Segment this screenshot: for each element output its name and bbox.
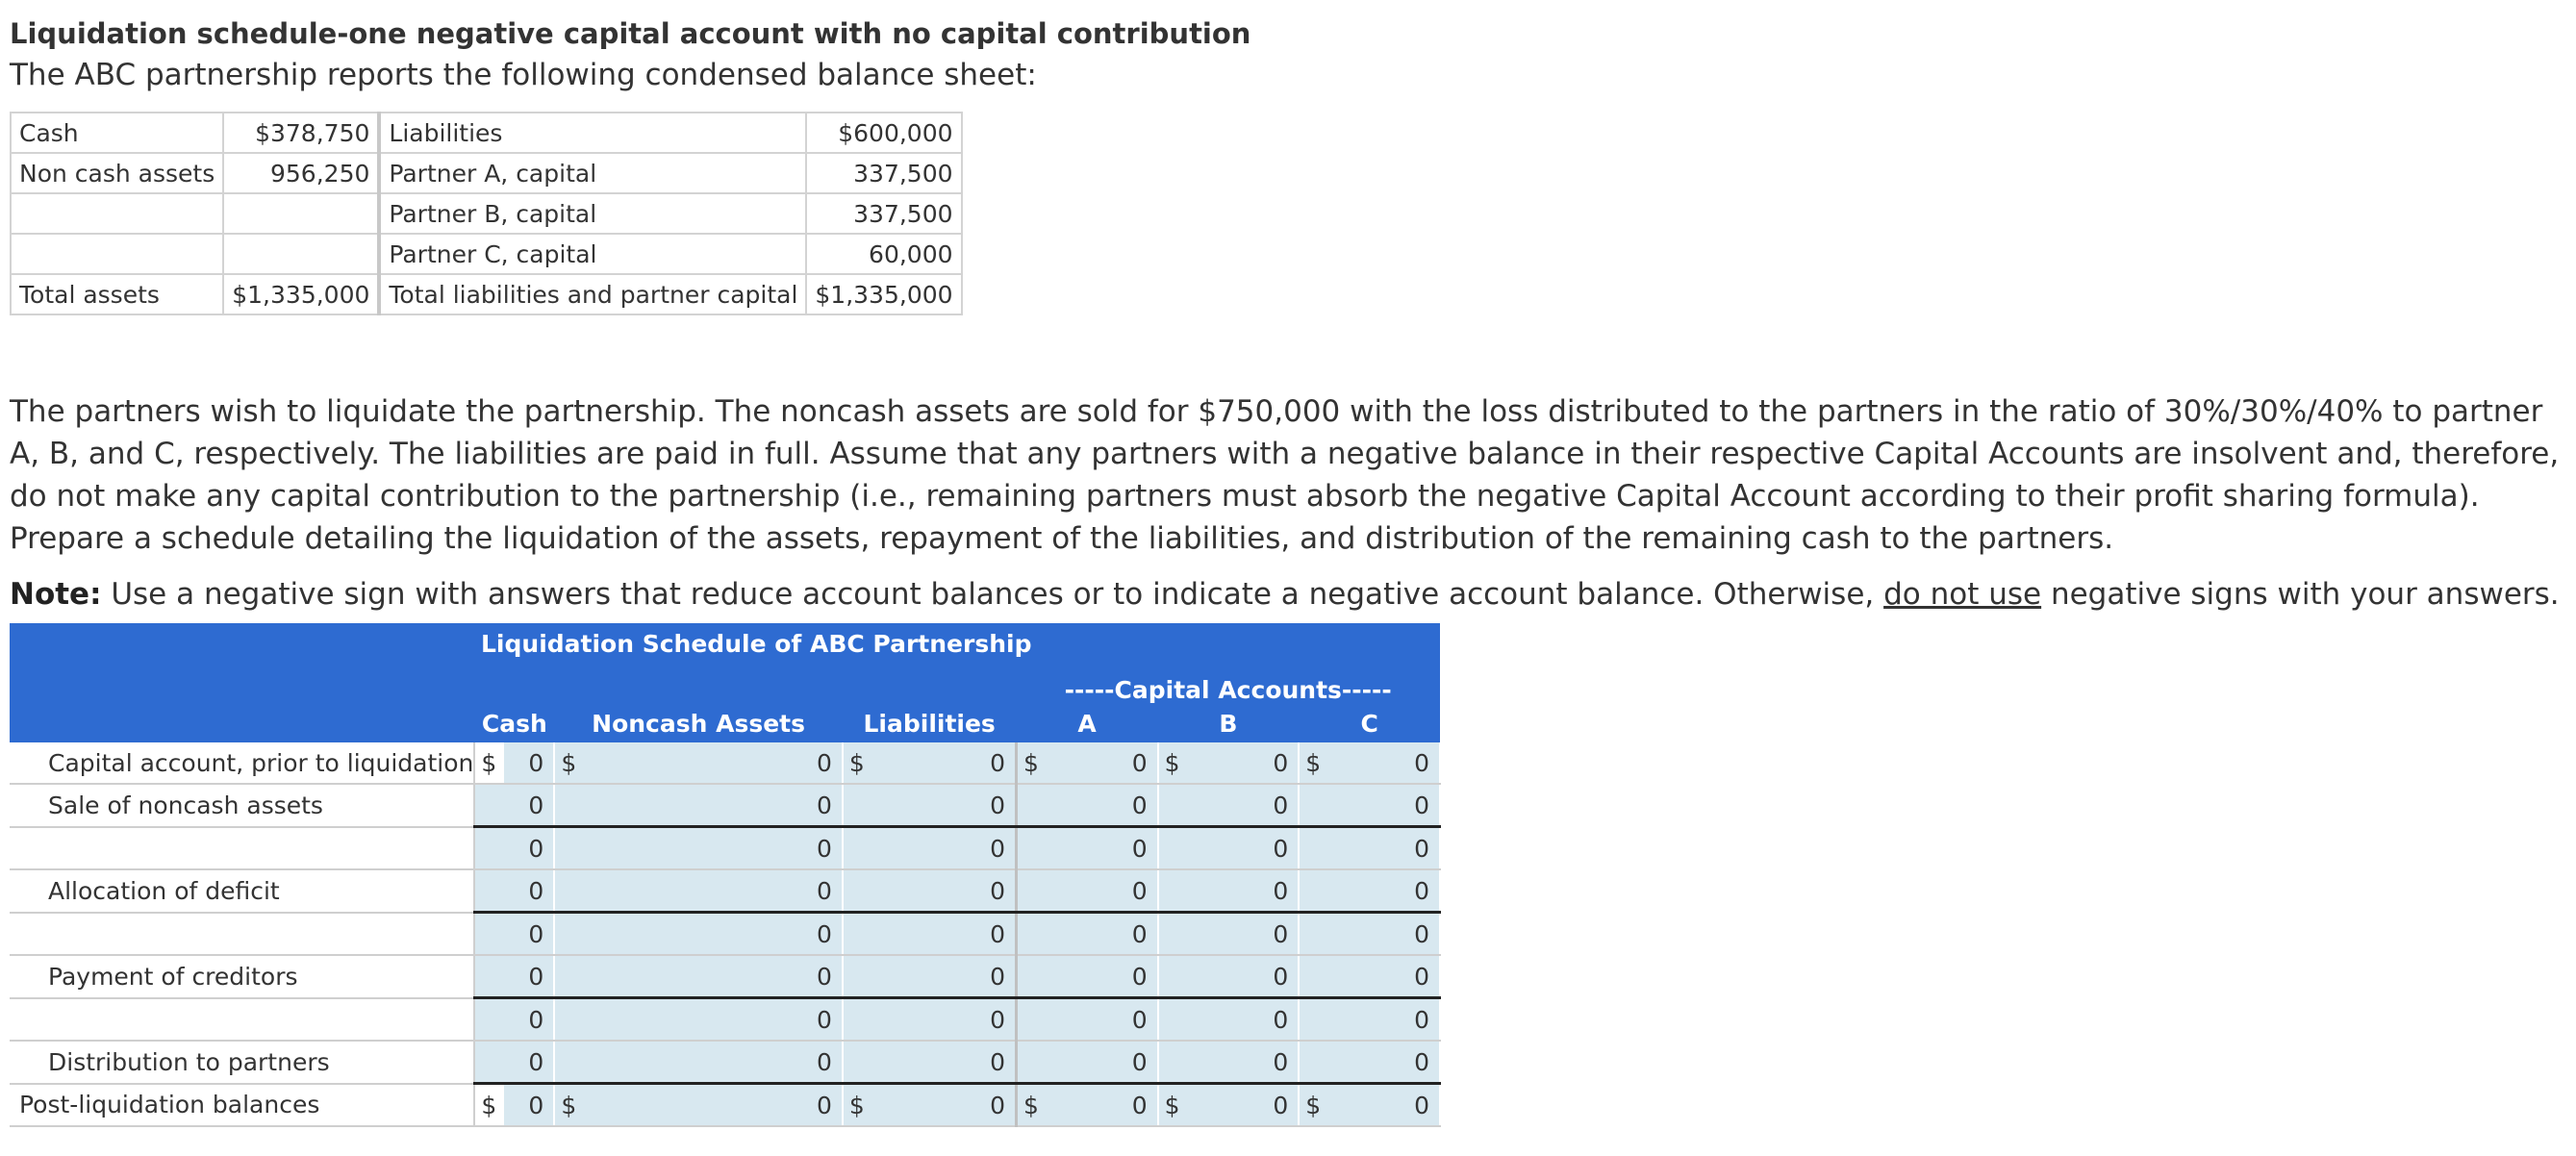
table-row bbox=[10, 869, 1440, 913]
currency-sign bbox=[554, 869, 584, 913]
liability-label: Partner A, capital bbox=[379, 153, 806, 193]
input-a[interactable]: 0 bbox=[1047, 913, 1158, 956]
liability-label: Partner C, capital bbox=[379, 234, 806, 274]
currency-sign bbox=[1016, 998, 1047, 1042]
liability-value: 337,500 bbox=[806, 153, 961, 193]
input-c[interactable]: 0 bbox=[1328, 998, 1440, 1042]
asset-label bbox=[11, 193, 223, 234]
currency-sign bbox=[1158, 827, 1188, 870]
input-a[interactable]: 0 bbox=[1047, 784, 1158, 827]
currency-sign bbox=[474, 955, 504, 998]
currency-sign bbox=[843, 784, 872, 827]
input-liabilities[interactable]: 0 bbox=[872, 869, 1017, 913]
input-b[interactable]: 0 bbox=[1188, 784, 1300, 827]
currency-sign: $ bbox=[1016, 1084, 1047, 1127]
row-label: Post-liquidation balances bbox=[10, 1084, 474, 1127]
currency-sign bbox=[554, 913, 584, 956]
input-b[interactable]: 0 bbox=[1188, 998, 1300, 1042]
table-row bbox=[10, 955, 1440, 998]
input-c[interactable]: 0 bbox=[1328, 955, 1440, 998]
input-cash[interactable]: 0 bbox=[504, 784, 554, 827]
row-label: Allocation of deficit bbox=[10, 869, 474, 913]
currency-sign: $ bbox=[1158, 742, 1188, 784]
currency-sign bbox=[1016, 1041, 1047, 1084]
input-c[interactable]: 0 bbox=[1328, 784, 1440, 827]
currency-sign bbox=[1299, 827, 1328, 870]
currency-sign bbox=[1016, 955, 1047, 998]
currency-sign bbox=[474, 827, 504, 870]
currency-sign: $ bbox=[843, 1084, 872, 1127]
currency-sign bbox=[1299, 998, 1328, 1042]
row-label bbox=[10, 998, 474, 1042]
currency-sign bbox=[1016, 827, 1047, 870]
input-liabilities[interactable]: 0 bbox=[872, 955, 1017, 998]
currency-sign bbox=[554, 784, 584, 827]
currency-sign bbox=[843, 1041, 872, 1084]
schedule-title: Liquidation Schedule of ABC Partnership bbox=[10, 623, 1440, 664]
input-liabilities[interactable]: 0 bbox=[872, 998, 1017, 1042]
row-label: Capital account, prior to liquidation bbox=[10, 742, 474, 784]
asset-value bbox=[223, 234, 379, 274]
note-after: negative signs with your answers. bbox=[2041, 577, 2560, 612]
input-b[interactable]: 0 bbox=[1188, 869, 1300, 913]
currency-sign bbox=[843, 913, 872, 956]
input-noncash[interactable]: 0 bbox=[584, 913, 843, 956]
currency-sign bbox=[474, 913, 504, 956]
input-noncash[interactable]: 0 bbox=[584, 784, 843, 827]
input-b[interactable]: 0 bbox=[1188, 1084, 1300, 1127]
asset-label bbox=[11, 234, 223, 274]
input-a[interactable]: 0 bbox=[1047, 1041, 1158, 1084]
liability-value: 60,000 bbox=[806, 234, 961, 274]
col-header-cash: Cash bbox=[474, 704, 554, 742]
input-cash[interactable]: 0 bbox=[504, 1041, 554, 1084]
currency-sign bbox=[843, 998, 872, 1042]
input-b[interactable]: 0 bbox=[1188, 1041, 1300, 1084]
asset-label: Cash bbox=[11, 113, 223, 153]
asset-value: 956,250 bbox=[223, 153, 379, 193]
table-row bbox=[10, 998, 1440, 1042]
input-noncash[interactable]: 0 bbox=[584, 955, 843, 998]
currency-sign: $ bbox=[1158, 1084, 1188, 1127]
currency-sign bbox=[843, 955, 872, 998]
input-c[interactable]: 0 bbox=[1328, 913, 1440, 956]
input-liabilities[interactable]: 0 bbox=[872, 1041, 1017, 1084]
currency-sign bbox=[1299, 869, 1328, 913]
row-label: Payment of creditors bbox=[10, 955, 474, 998]
table-row bbox=[10, 742, 1440, 784]
row-label: Distribution to partners bbox=[10, 1041, 474, 1084]
currency-sign bbox=[1158, 1041, 1188, 1084]
table-row bbox=[10, 1084, 1440, 1127]
input-liabilities[interactable]: 0 bbox=[872, 1084, 1017, 1127]
table-row bbox=[11, 153, 962, 193]
input-a[interactable]: 0 bbox=[1047, 998, 1158, 1042]
row-label: Sale of noncash assets bbox=[10, 784, 474, 827]
row-label bbox=[10, 913, 474, 956]
currency-sign: $ bbox=[474, 1084, 504, 1127]
table-row bbox=[11, 274, 962, 314]
input-c[interactable]: 0 bbox=[1328, 827, 1440, 870]
table-row bbox=[10, 784, 1440, 827]
currency-sign: $ bbox=[554, 742, 584, 784]
currency-sign bbox=[474, 1041, 504, 1084]
liquidation-schedule-table bbox=[10, 623, 1441, 1127]
liquidation-schedule bbox=[10, 623, 1441, 1127]
asset-value: $378,750 bbox=[223, 113, 379, 153]
liability-value: $600,000 bbox=[806, 113, 961, 153]
note-label: Note: bbox=[10, 577, 102, 612]
currency-sign bbox=[1299, 1041, 1328, 1084]
col-header-b: B bbox=[1158, 704, 1300, 742]
currency-sign bbox=[1299, 784, 1328, 827]
note-before: Use a negative sign with answers that reduce account balances or to indicate a negative account balance. Otherwise, bbox=[101, 577, 1884, 612]
table-row bbox=[11, 193, 962, 234]
input-liabilities[interactable]: 0 bbox=[872, 742, 1017, 784]
input-b[interactable]: 0 bbox=[1188, 955, 1300, 998]
capital-accounts-header: -----Capital Accounts----- bbox=[1016, 664, 1440, 704]
input-b[interactable]: 0 bbox=[1188, 827, 1300, 870]
input-cash[interactable]: 0 bbox=[504, 869, 554, 913]
currency-sign bbox=[1016, 869, 1047, 913]
note-text bbox=[10, 573, 2566, 616]
currency-sign bbox=[474, 784, 504, 827]
input-cash[interactable]: 0 bbox=[504, 1084, 554, 1127]
asset-value bbox=[223, 193, 379, 234]
liability-value: 337,500 bbox=[806, 193, 961, 234]
input-b[interactable]: 0 bbox=[1188, 913, 1300, 956]
table-row bbox=[10, 1041, 1440, 1084]
liability-label: Liabilities bbox=[379, 113, 806, 153]
liability-label: Total liabilities and partner capital bbox=[379, 274, 806, 314]
input-noncash[interactable]: 0 bbox=[584, 1084, 843, 1127]
input-noncash[interactable]: 0 bbox=[584, 1041, 843, 1084]
asset-label: Non cash assets bbox=[11, 153, 223, 193]
input-liabilities[interactable]: 0 bbox=[872, 784, 1017, 827]
col-header-c: C bbox=[1299, 704, 1440, 742]
input-c[interactable]: 0 bbox=[1328, 869, 1440, 913]
col-header-liabilities: Liabilities bbox=[843, 704, 1017, 742]
currency-sign: $ bbox=[554, 1084, 584, 1127]
currency-sign bbox=[1158, 913, 1188, 956]
currency-sign bbox=[843, 869, 872, 913]
currency-sign: $ bbox=[1016, 742, 1047, 784]
input-noncash[interactable]: 0 bbox=[584, 742, 843, 784]
input-cash[interactable]: 0 bbox=[504, 827, 554, 870]
input-a[interactable]: 0 bbox=[1047, 742, 1158, 784]
asset-value: $1,335,000 bbox=[223, 274, 379, 314]
currency-sign: $ bbox=[474, 742, 504, 784]
input-a[interactable]: 0 bbox=[1047, 869, 1158, 913]
currency-sign: $ bbox=[1299, 1084, 1328, 1127]
currency-sign bbox=[1016, 913, 1047, 956]
currency-sign bbox=[1158, 869, 1188, 913]
currency-sign bbox=[1158, 955, 1188, 998]
input-noncash[interactable]: 0 bbox=[584, 869, 843, 913]
input-c[interactable]: 0 bbox=[1328, 1041, 1440, 1084]
currency-sign bbox=[474, 998, 504, 1042]
currency-sign bbox=[1299, 913, 1328, 956]
input-cash[interactable]: 0 bbox=[504, 913, 554, 956]
currency-sign: $ bbox=[1299, 742, 1328, 784]
input-cash[interactable]: 0 bbox=[504, 998, 554, 1042]
input-cash[interactable]: 0 bbox=[504, 955, 554, 998]
input-c[interactable]: 0 bbox=[1328, 742, 1440, 784]
currency-sign bbox=[1299, 955, 1328, 998]
currency-sign bbox=[474, 869, 504, 913]
table-row bbox=[11, 113, 962, 153]
input-noncash[interactable]: 0 bbox=[584, 827, 843, 870]
col-header-noncash: Noncash Assets bbox=[554, 704, 843, 742]
currency-sign bbox=[1016, 784, 1047, 827]
currency-sign bbox=[554, 955, 584, 998]
currency-sign: $ bbox=[843, 742, 872, 784]
currency-sign bbox=[1158, 784, 1188, 827]
table-row bbox=[11, 234, 962, 274]
row-label bbox=[10, 827, 474, 870]
problem-paragraph: The partners wish to liquidate the partnership. The noncash assets are sold for $750,000 with the loss distributed to the partners in the ratio of 30%/30%/40% to partner A, B, and C, respectively. The liabilities are paid in full. Assume that any partners with a negative balance in their respective Capital Accounts are insolvent and, therefore, do not make any capital contribution to the partnership (i.e., remaining partners must absorb the negative Capital Account according to their profit sharing formula). Prepare a schedule detailing the liquidation of the assets, repayment of the liabilities, and distribution of the remaining cash to the partners. bbox=[10, 394, 2560, 556]
note-underlined: do not use bbox=[1883, 577, 2042, 612]
input-a[interactable]: 0 bbox=[1047, 955, 1158, 998]
currency-sign bbox=[1158, 998, 1188, 1042]
input-c[interactable]: 0 bbox=[1328, 1084, 1440, 1127]
liability-value: $1,335,000 bbox=[806, 274, 961, 314]
input-a[interactable]: 0 bbox=[1047, 827, 1158, 870]
currency-sign bbox=[554, 1041, 584, 1084]
asset-label: Total assets bbox=[11, 274, 223, 314]
liability-label: Partner B, capital bbox=[379, 193, 806, 234]
page-title: Liquidation schedule-one negative capital account with no capital contribution bbox=[10, 17, 1251, 50]
input-cash[interactable]: 0 bbox=[504, 742, 554, 784]
table-row bbox=[10, 913, 1440, 956]
table-row bbox=[10, 827, 1440, 870]
input-noncash[interactable]: 0 bbox=[584, 998, 843, 1042]
input-liabilities[interactable]: 0 bbox=[872, 913, 1017, 956]
balance-sheet-table bbox=[10, 112, 963, 315]
currency-sign bbox=[554, 827, 584, 870]
input-a[interactable]: 0 bbox=[1047, 1084, 1158, 1127]
currency-sign bbox=[554, 998, 584, 1042]
input-liabilities[interactable]: 0 bbox=[872, 827, 1017, 870]
currency-sign bbox=[843, 827, 872, 870]
input-b[interactable]: 0 bbox=[1188, 742, 1300, 784]
intro-text: The ABC partnership reports the following condensed balance sheet: bbox=[10, 58, 1037, 92]
col-header-a: A bbox=[1016, 704, 1157, 742]
